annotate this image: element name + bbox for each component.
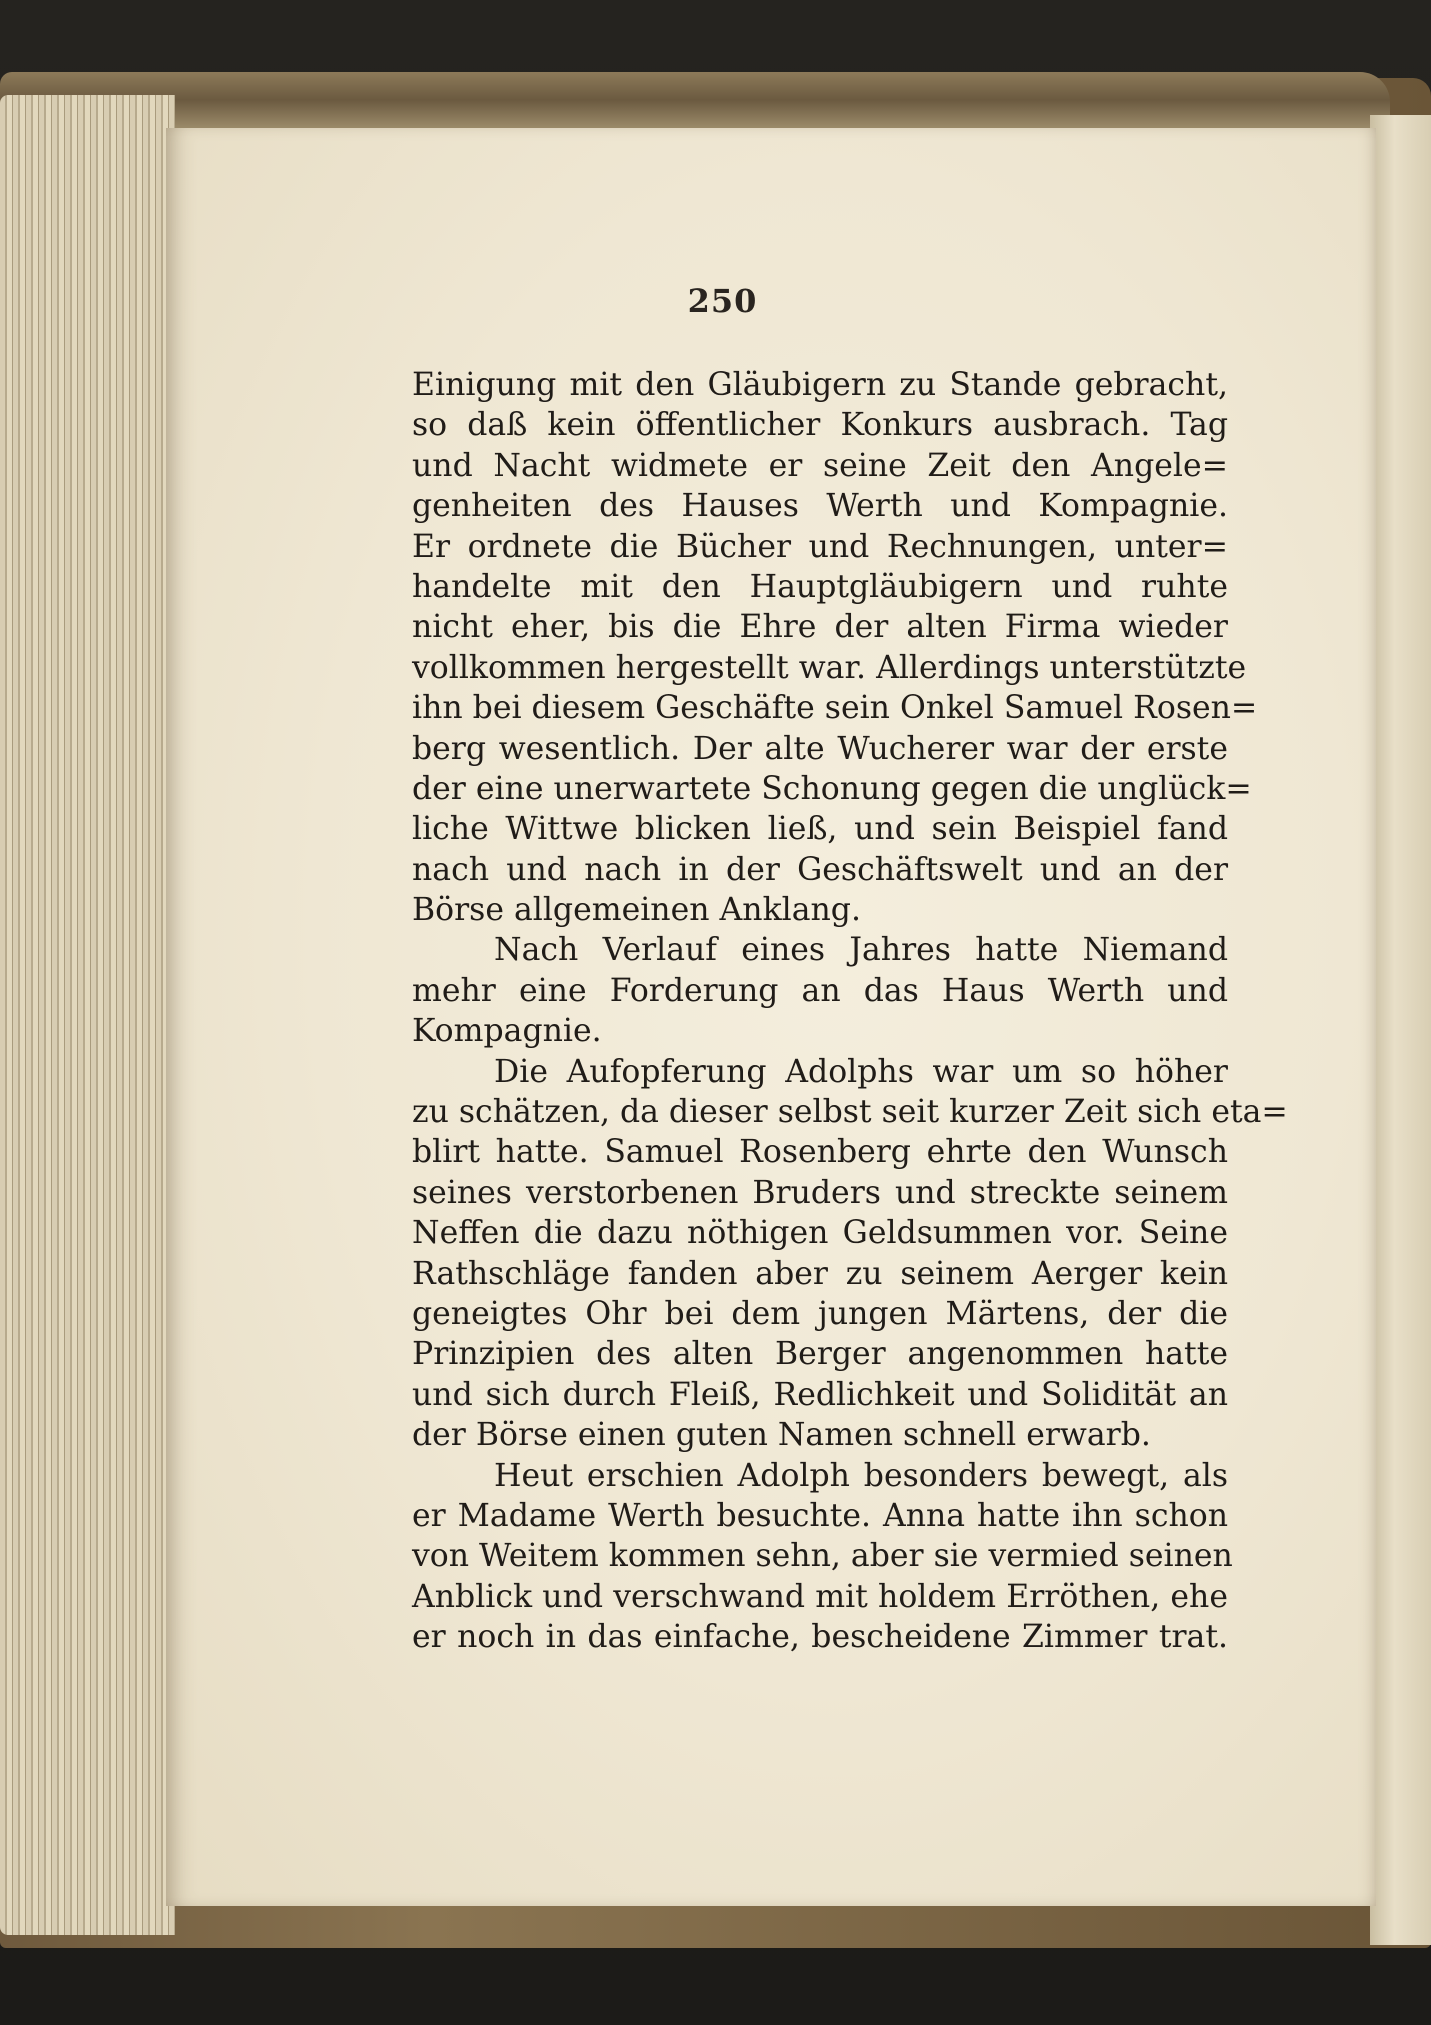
text-line: ihn bei diesem Geschäfte sein Onkel Samuel Rosen= bbox=[412, 690, 1258, 727]
text-line: so daß kein öffentlicher Konkurs ausbrach. Tag bbox=[412, 407, 1228, 444]
page-edges-left bbox=[0, 95, 175, 1935]
text-line: nicht eher, bis die Ehre der alten Firma wieder bbox=[412, 609, 1228, 646]
text-line: vollkommen hergestellt war. Allerdings unterstützte bbox=[412, 649, 1247, 686]
page-number bbox=[0, 282, 1431, 320]
text-line: zu schätzen, da dieser selbst seit kurzer Zeit sich eta= bbox=[412, 1094, 1288, 1131]
text-line: nach und nach in der Geschäftswelt und an der bbox=[412, 851, 1228, 888]
text-line: und sich durch Fleiß, Redlichkeit und Solidität an bbox=[412, 1376, 1228, 1413]
facing-page-right bbox=[1370, 115, 1431, 1945]
text-line: Börse allgemeinen Anklang. bbox=[412, 892, 861, 929]
text-line: Die Aufopferung Adolphs war um so höher bbox=[494, 1053, 1228, 1090]
text-line: Anblick und verschwand mit holdem Erröthen, ehe bbox=[412, 1578, 1228, 1615]
page-text bbox=[412, 365, 1288, 1658]
text-line: der eine unerwartete Schonung gegen die unglück= bbox=[412, 770, 1252, 807]
text-line: er noch in das einfache, bescheidene Zimmer trat. bbox=[412, 1619, 1228, 1656]
text-line: mehr eine Forderung an das Haus Werth und bbox=[412, 972, 1228, 1009]
text-line: von Weitem kommen sehn, aber sie vermied seinen bbox=[412, 1538, 1233, 1575]
text-line: handelte mit den Hauptgläubigern und ruhte bbox=[412, 568, 1228, 605]
text-line: Nach Verlauf eines Jahres hatte Niemand bbox=[494, 932, 1228, 969]
text-line: Neffen die dazu nöthigen Geldsummen vor. Seine bbox=[412, 1215, 1228, 1252]
text-line: blirt hatte. Samuel Rosenberg ehrte den Wunsch bbox=[412, 1134, 1228, 1171]
page-number-text: 250 bbox=[687, 282, 758, 320]
text-line: er Madame Werth besuchte. Anna hatte ihn schon bbox=[412, 1497, 1228, 1534]
text-line: geneigtes Ohr bei dem jungen Märtens, der die bbox=[412, 1295, 1228, 1332]
text-line: Rathschläge fanden aber zu seinem Aerger kein bbox=[412, 1255, 1228, 1292]
text-line: Er ordnete die Bücher und Rechnungen, unter= bbox=[412, 528, 1228, 565]
book-top-edge bbox=[0, 72, 1390, 128]
text-line: der Börse einen guten Namen schnell erwarb. bbox=[412, 1417, 1151, 1454]
text-line: Heut erschien Adolph besonders bewegt, als bbox=[494, 1457, 1228, 1494]
text-line: genheiten des Hauses Werth und Kompagnie. bbox=[412, 488, 1228, 525]
text-line: Einigung mit den Gläubigern zu Stande gebracht, bbox=[412, 367, 1228, 403]
text-line: und Nacht widmete er seine Zeit den Angele= bbox=[412, 447, 1228, 484]
text-line: Kompagnie. bbox=[412, 1013, 602, 1050]
text-line: berg wesentlich. Der alte Wucherer war der erste bbox=[412, 730, 1228, 767]
text-line: Prinzipien des alten Berger angenommen hatte bbox=[412, 1336, 1228, 1373]
text-line: liche Wittwe blicken ließ, und sein Beispiel fand bbox=[412, 811, 1228, 848]
text-line: seines verstorbenen Bruders und streckte seinem bbox=[412, 1174, 1228, 1211]
